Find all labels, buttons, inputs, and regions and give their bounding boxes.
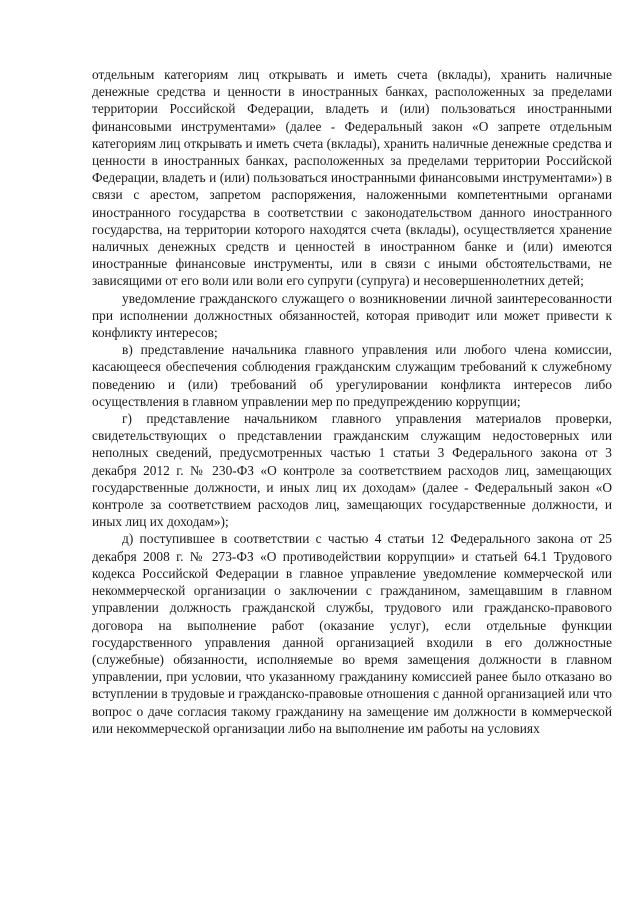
paragraph-item-d: д) поступившее в соответствии с частью 4 статьи 12 Федерального закона от 25 декабря 2008 г. № 273-ФЗ «О противодействии коррупции» и статьей 64.1 Трудового кодекса Российской Федерации в главное управление уведомление коммерческой или некоммерческой организации о заключении с гражданином, замещавшим в главном управлении должность гражданской службы, трудового или гражданско-правового договора на выполнение работ (оказание услуг), если отдельные функции государственного управления данной организацией входили в его должностные (служебные) обязанности, исполняемые во время замещения должности в главном управлении, при условии, что указанному гражданину комиссией ранее было отказано во вступлении в трудовые и гражданско-правовые отношения с данной организацией или что вопрос о даче согласия такому гражданину на замещение им должности в коммерческой или некоммерческой организации либо на выполнение им работы на условиях xyxy=(92,531,612,736)
document-body xyxy=(92,66,612,737)
paragraph-conflict-notification: уведомление гражданского служащего о возникновении личной заинтересованности при исполнении должностных обязанностей, которая приводит или может привести к конфликту интересов; xyxy=(92,290,612,341)
paragraph-continuation: отдельным категориям лиц открывать и иметь счета (вклады), хранить наличные денежные средства и ценности в иностранных банках, расположенных за пределами территории Российской Федерации, владеть и (или) пользоваться иностранными финансовыми инструментами» (далее - Федеральный закон «О запрете отдельным категориям лиц открывать и иметь счета (вклады), хранить наличные денежные средства и ценности в иностранных банках, расположенных за пределами территории Российской Федерации, владеть и (или) пользоваться иностранными финансовыми инструментами») в связи с арестом, запретом распоряжения, наложенными компетентными органами иностранного государства в соответствии с законодательством данного иностранного государства, на территории которого находятся счета (вклады), осуществляется хранение наличных денежных средств и ценностей в иностранном банке и (или) имеются иностранные финансовые инструменты, или в связи с иными обстоятельствами, не зависящими от его воли или воли его супруги (супруга) и несовершеннолетних детей; xyxy=(92,67,612,289)
paragraph-item-g: г) представление начальником главного управления материалов проверки, свидетельствующих о представлении гражданским служащим недостоверных или неполных сведений, предусмотренных частью 1 статьи 3 Федерального закона от 3 декабря 2012 г. № 230-ФЗ «О контроле за соответствием расходов лиц, замещающих государственные должности, и иных лиц их доходам» (далее - Федеральный закон «О контроле за соответствием расходов лиц, замещающих государственные должности, и иных лиц их доходам»); xyxy=(92,411,612,530)
paragraph-item-v: в) представление начальника главного управления или любого члена комиссии, касающееся обеспечения соблюдения гражданским служащим требований к служебному поведению и (или) требований об урегулировании конфликта интересов либо осуществления в главном управлении мер по предупреждению коррупции; xyxy=(92,342,612,409)
